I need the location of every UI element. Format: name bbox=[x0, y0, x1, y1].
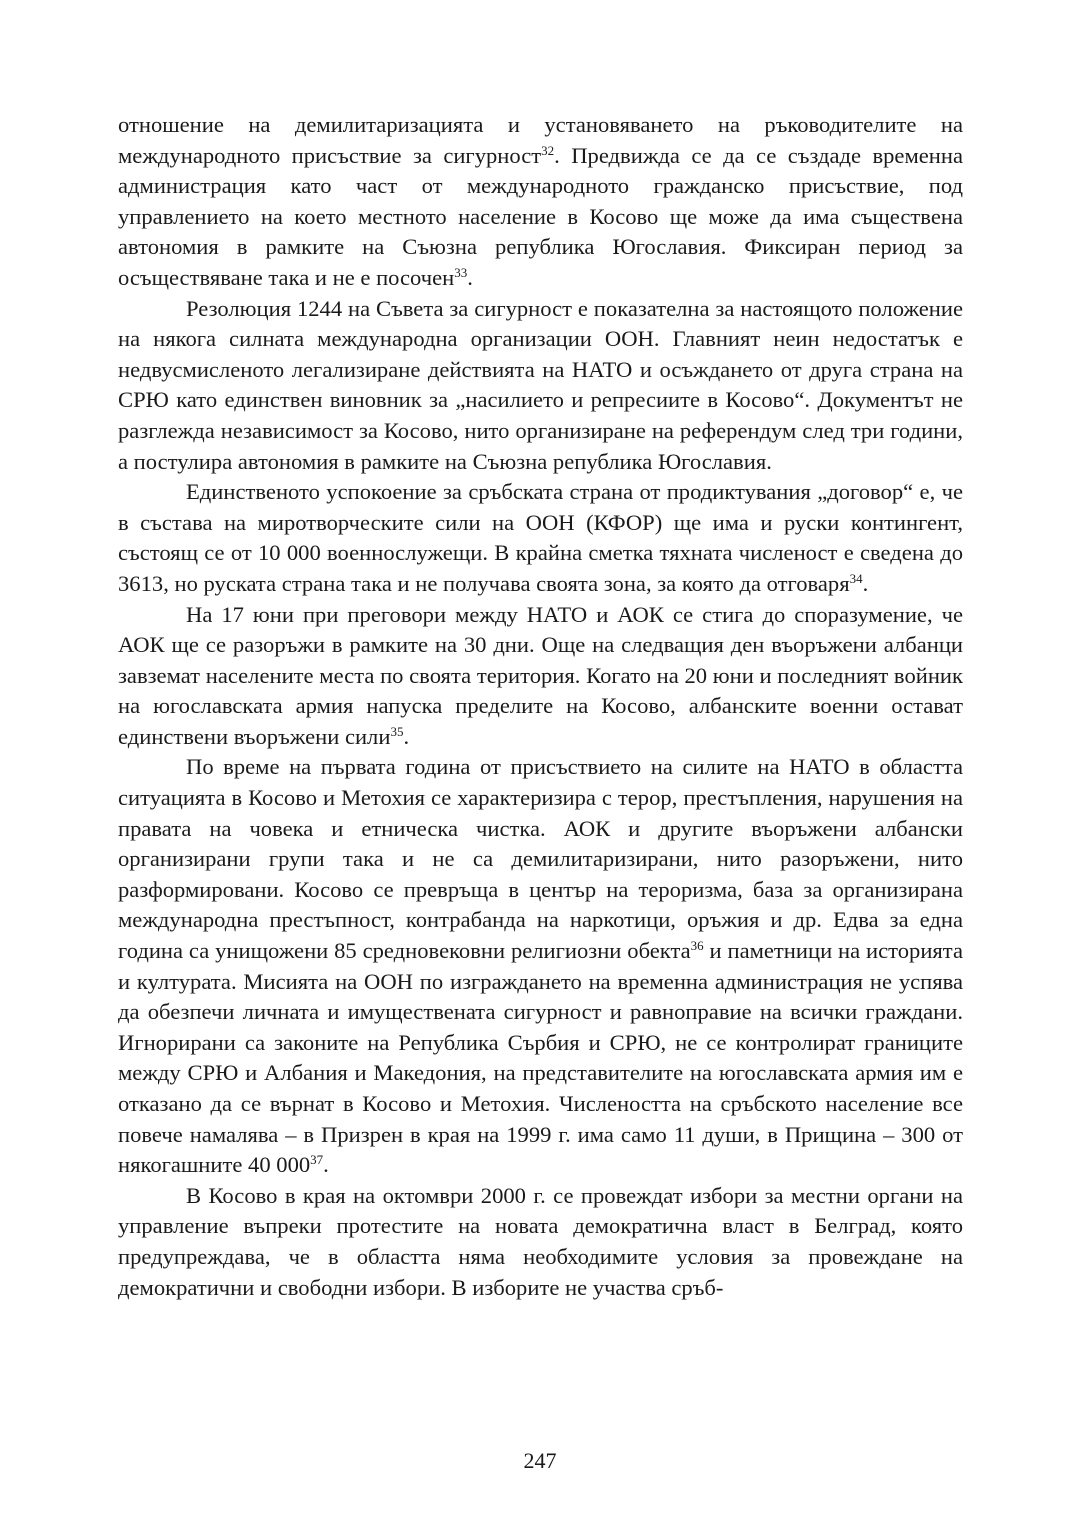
footnote-ref-34[interactable]: 34 bbox=[849, 570, 863, 586]
paragraph-text: . bbox=[467, 264, 473, 290]
paragraph-text: и паметници на историята и културата. Мисията на ООН по изграждането на временна администрация не успява да обезпечи личната и имуществената сигурност и равноправие на всички граждани. Игнорирани са законите на Република Сърбия и СРЮ, не се контролират границите между СРЮ и Албания и Македония, на представителите на югославската армия им е отказано да се върнат в Косово и Метохия. Числеността на сръбското население все повече намалява – в Призрен в края на 1999 г. има само 11 души, в Прищина – 300 от някогашните 40 000 bbox=[118, 938, 963, 1178]
paragraph-text: Резолюция 1244 на Съвета за сигурност е показателна за настоящото положение на някога силната международна организации ООН. Главният неин недостатък е недвусмисленото легализиране действията на НАТО и осъждането от друга страна на СРЮ като единствен виновник за „насилието и репресиите в Косово“. Документът не разглежда независимост за Косово, нито организиране на референдум след три години, а постулира автономия в рамките на Съюзна република Югославия. bbox=[118, 295, 963, 474]
paragraph-text: . Предвижда се да се създаде временна администрация като част от международното гражданско присъствие, под управлението на което местното население в Косово ще може да има съществена автономия в рамките на Съюзна република Югославия. Фиксиран период за осъществяване така и не е посочен bbox=[118, 142, 963, 290]
footnote-ref-36[interactable]: 36 bbox=[690, 938, 704, 954]
paragraph-text: Единственото успокоение за сръбската страна от продиктувания „договор“ е, че в състава на миротворческите сили на ООН (КФОР) ще има и руски контингент, състоящ се от 10 000 военнослужещи. В крайна сметка тяхната численост е сведена до 3613, но руската страна така и не получава своята зона, за която да отговаря bbox=[118, 479, 963, 596]
paragraph-text: На 17 юни при преговори между НАТО и АОК се стига до споразумение, че АОК ще се разоръжи в рамките на 30 дни. Още на следващия ден въоръжени албанци завземат населените места по своята територия. Когато на 20 юни и последният войник на югославската армия напуска пределите на Косово, албанските военни остават единствени въоръжени сили bbox=[118, 601, 963, 749]
paragraph-3 bbox=[118, 477, 963, 599]
paragraph-text: По време на първата година от присъствието на силите на НАТО в областта ситуацията в Косово и Метохия се характеризира с терор, престъпления, нарушения на правата на човека и етническа чистка. АОК и другите въоръжени албански организирани групи така и не са демилитаризирани, нито разоръжени, нито разформировани. Косово се превръща в център на тероризма, база за организирана международна престъпност, контрабанда на наркотици, оръжия и др. Едва за една година са унищожени 85 средновековни религиозни обекта bbox=[118, 754, 963, 964]
footnote-ref-33[interactable]: 33 bbox=[454, 264, 468, 280]
paragraph-text: . bbox=[862, 570, 869, 596]
page-number: 247 bbox=[523, 1448, 557, 1473]
paragraph-2 bbox=[118, 294, 963, 478]
footnote-ref-37[interactable]: 37 bbox=[310, 1152, 324, 1168]
paragraph-text: . bbox=[323, 1152, 329, 1178]
paragraph-1 bbox=[118, 110, 963, 294]
footnote-ref-32[interactable]: 32 bbox=[541, 142, 555, 158]
paragraph-text: В Косово в края на октомври 2000 г. се провеждат избори за местни органи на управление въпреки протестите на новата демократична власт в Белград, която предупреждава, че в областта няма необходимите условия за провеждане на демократични и свободни избори. В изборите не участва сръб- bbox=[118, 1182, 963, 1300]
paragraph-5 bbox=[118, 752, 963, 1180]
paragraph-4 bbox=[118, 600, 963, 753]
paragraph-6 bbox=[118, 1181, 963, 1303]
document-body bbox=[118, 110, 963, 1303]
paragraph-text: отношение на демилитаризацията и установяването на ръководителите на международното присъствие за сигурност bbox=[118, 112, 963, 168]
paragraph-text: . bbox=[403, 723, 410, 749]
footnote-ref-35[interactable]: 35 bbox=[390, 723, 404, 739]
